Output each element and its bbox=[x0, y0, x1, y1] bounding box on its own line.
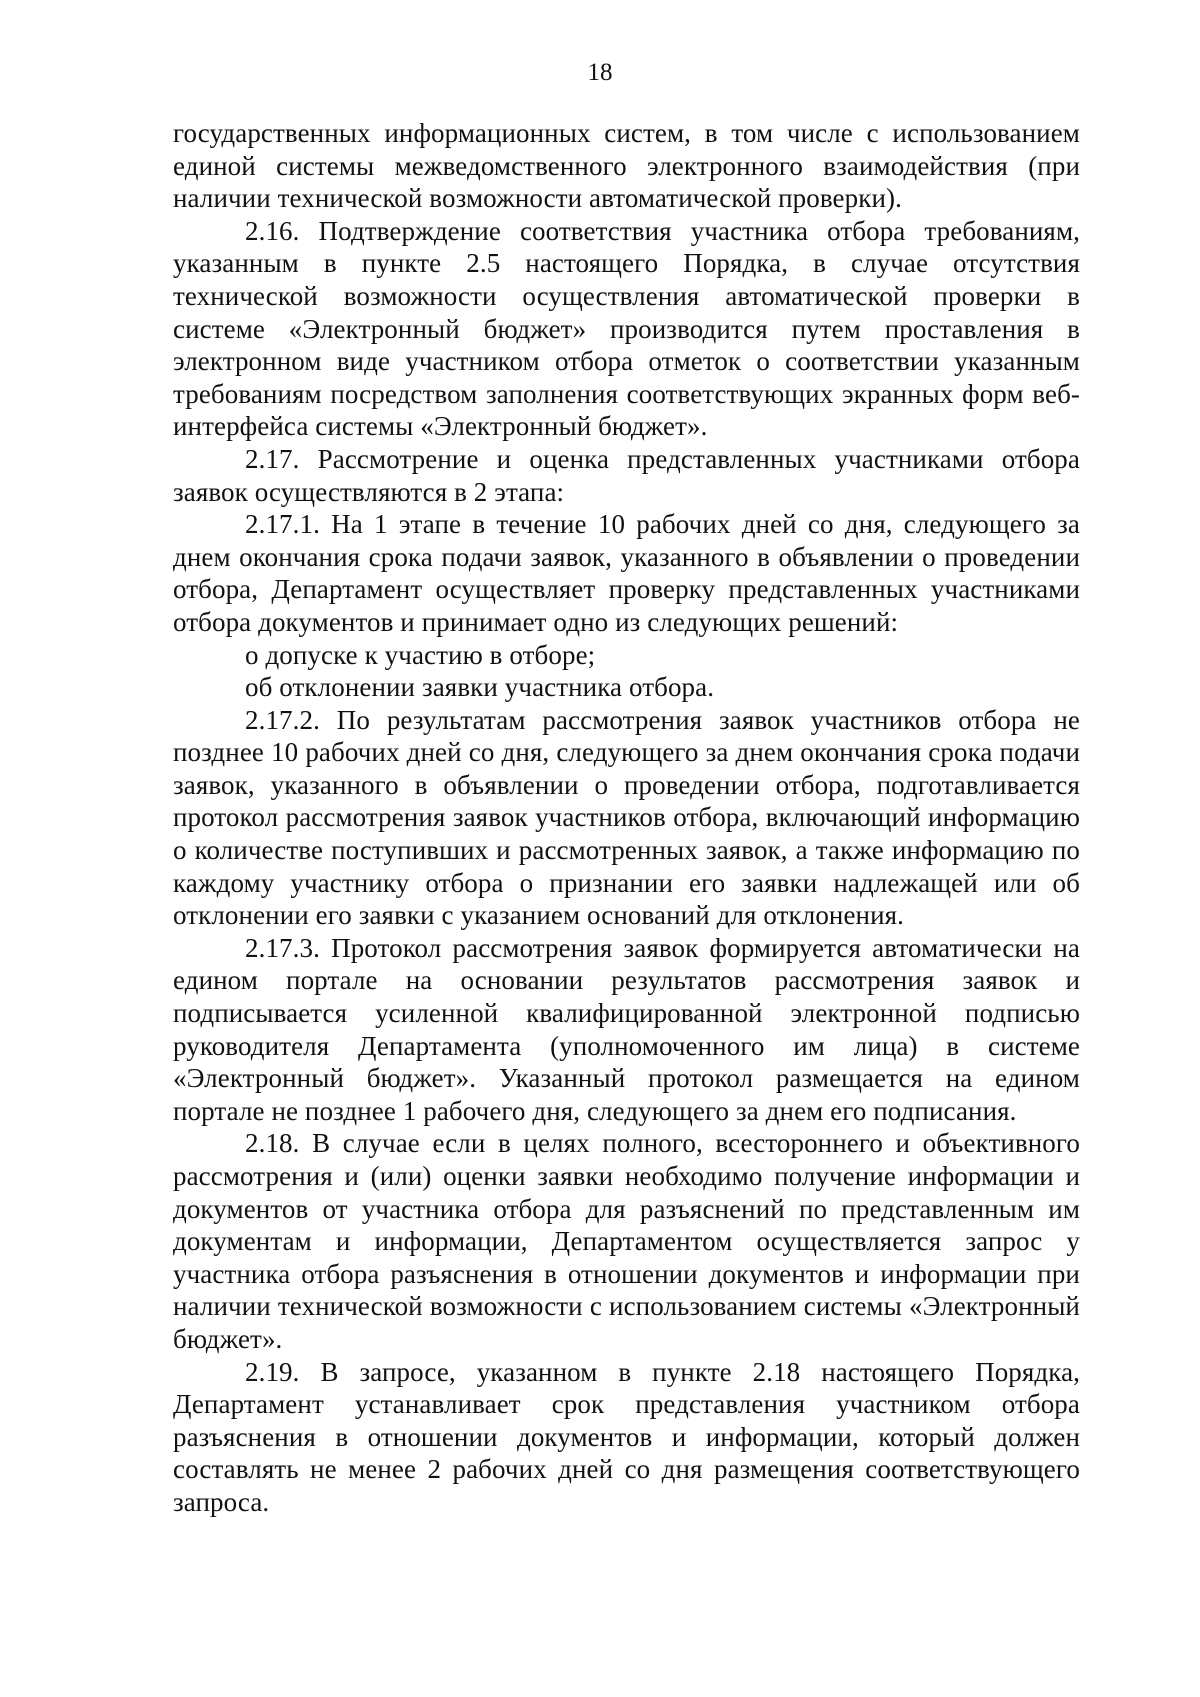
paragraph-2-19: 2.19. В запросе, указанном в пункте 2.18 настоящего Порядка, Департамент устанавливает срок представления участником отбора разъяснения в отношении документов и информации, который должен составлять не менее 2 рабочих дней со дня размещения соответствующего запроса. bbox=[173, 1356, 1080, 1517]
paragraph-2-16: 2.16. Подтверждение соответствия участника отбора требованиям, указанным в пункте 2.5 настоящего Порядка, в случае отсутствия технической возможности осуществления автоматической проверки в системе «Электронный бюджет» производится путем проставления в электронном виде участником отбора отметок о соответствии указанным требованиям посредством заполнения соответствующих экранных форм веб-интерфейса системы «Электронный бюджет». bbox=[173, 215, 1080, 442]
paragraph-2-17-3: 2.17.3. Протокол рассмотрения заявок формируется автоматически на едином портале на основании результатов рассмотрения заявок и подписывается усиленной квалифицированной электронной подписью руководителя Департамента (уполномоченного им лица) в системе «Электронный бюджет». Указанный протокол размещается на едином портале не позднее 1 рабочего дня, следующего за днем его подписания. bbox=[173, 932, 1080, 1126]
page-number: 18 bbox=[587, 59, 613, 86]
paragraph-continuation: государственных информационных систем, в том числе с использованием единой системы межведомственного электронного взаимодействия (при наличии технической возможности автоматической проверки). bbox=[173, 118, 1080, 214]
paragraph-decision-rejection: об отклонении заявки участника отбора. bbox=[245, 672, 715, 703]
paragraph-decision-admission: о допуске к участию в отборе; bbox=[245, 639, 596, 670]
document-body bbox=[173, 117, 1080, 1519]
paragraph-2-18: 2.18. В случае если в целях полного, всестороннего и объективного рассмотрения и (или) оценки заявки необходимо получение информации и документов от участника отбора для разъяснений по представленным им документам и информации, Департаментом осуществляется запрос у участника отбора разъяснения в отношении документов и информации при наличии технической возможности с использованием системы «Электронный бюджет». bbox=[173, 1128, 1080, 1354]
paragraph-2-17-2: 2.17.2. По результатам рассмотрения заявок участников отбора не позднее 10 рабочих дней со дня, следующего за днем окончания срока подачи заявок, указанного в объявлении о проведении отбора, подготавливается протокол рассмотрения заявок участников отбора, включающий информацию о количестве поступивших и рассмотренных заявок, а также информацию по каждому участнику отбора о признании его заявки надлежащей или об отклонении его заявки с указанием оснований для отклонения. bbox=[173, 704, 1080, 931]
paragraph-2-17: 2.17. Рассмотрение и оценка представленных участниками отбора заявок осуществляются в 2 этапа: bbox=[173, 443, 1080, 507]
paragraph-2-17-1: 2.17.1. На 1 этапе в течение 10 рабочих дней со дня, следующего за днем окончания срока подачи заявок, указанного в объявлении о проведении отбора, Департамент осуществляет проверку представленных участниками отбора документов и принимает одно из следующих решений: bbox=[173, 509, 1080, 637]
